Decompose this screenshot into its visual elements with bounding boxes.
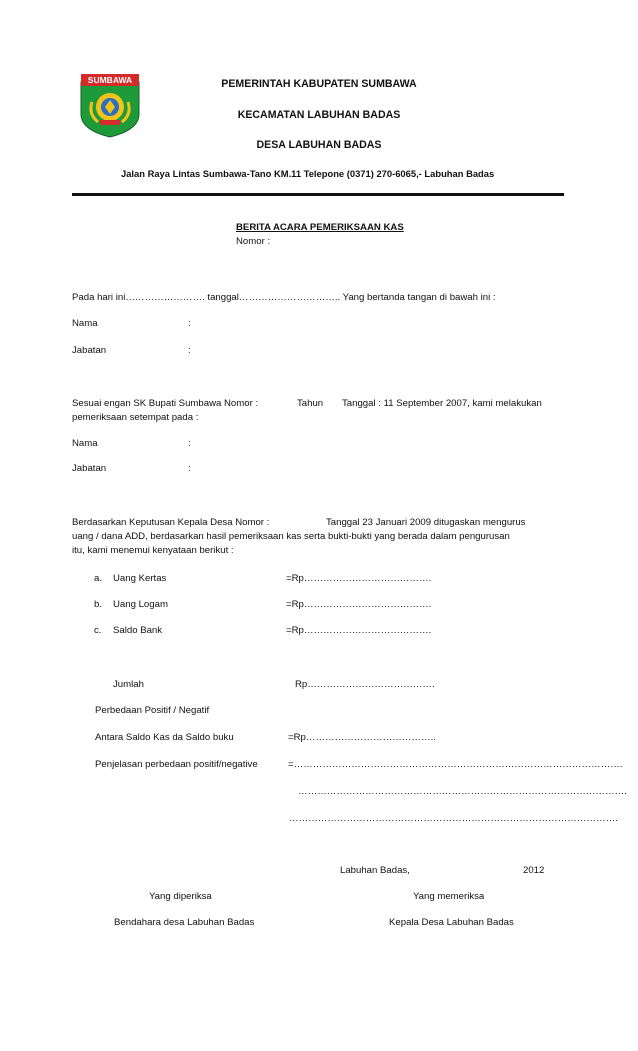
signature-left-title: Bendahara desa Labuhan Badas — [114, 917, 255, 928]
difference-balance-label: Antara Saldo Kas da Saldo buku — [95, 732, 234, 743]
item-label: Saldo Bank — [113, 625, 163, 636]
item-value: =Rp…………………………………. — [286, 573, 432, 584]
difference-explanation-label: Penjelasan perbedaan positif/negative — [95, 759, 258, 770]
party2-position-label: Jabatan — [72, 463, 107, 474]
party1-position-colon: : — [188, 345, 191, 356]
item-label: Uang Logam — [113, 599, 168, 610]
header-divider — [72, 193, 564, 196]
logo-text: SUMBAWA — [87, 75, 133, 85]
item-label: Uang Kertas — [113, 573, 167, 584]
sk-line2: pemeriksaan setempat pada : — [72, 412, 199, 423]
difference-explanation-line3: …………………………………………………………………………………………. — [289, 813, 618, 824]
item-marker: b. — [94, 599, 103, 610]
sk-line1-c: Tanggal : 11 September 2007, kami melakukan — [342, 398, 542, 409]
decree-line1-b: Tanggal 23 Januari 2009 ditugaskan mengurus — [326, 517, 526, 528]
item-marker: a. — [94, 573, 103, 584]
signature-right-title: Kepala Desa Labuhan Badas — [389, 917, 514, 928]
header-village: DESA LABUHAN BADAS — [256, 139, 382, 151]
difference-explanation-line1: =…………………………………………………………………………………………. — [288, 759, 623, 770]
difference-explanation-line2: …………………………………………………………………………………………. — [298, 786, 627, 797]
total-value: Rp…………………………………. — [295, 679, 435, 690]
party1-name-colon: : — [188, 318, 191, 329]
difference-balance-value: =Rp………………………………….. — [288, 732, 436, 743]
intro-line: Pada hari ini……………………. tanggal………………………….. Yang bertanda tangan di bawah ini : — [72, 292, 496, 303]
decree-line3: itu, kami menemui kenyataan berikut : — [72, 545, 234, 556]
signature-left-role: Yang diperiksa — [149, 891, 212, 902]
signature-place: Labuhan Badas, — [340, 865, 410, 876]
total-label: Jumlah — [113, 679, 144, 690]
signature-right-role: Yang memeriksa — [413, 891, 485, 902]
item-value: =Rp…………………………………. — [286, 599, 432, 610]
header-government: PEMERINTAH KABUPATEN SUMBAWA — [221, 78, 417, 90]
party1-position-label: Jabatan — [72, 345, 107, 356]
item-marker: c. — [94, 625, 102, 636]
header-district: KECAMATAN LABUHAN BADAS — [237, 109, 401, 121]
difference-heading: Perbedaan Positif / Negatif — [95, 705, 210, 716]
signature-year: 2012 — [523, 865, 545, 876]
party2-position-colon: : — [188, 463, 191, 474]
party2-name-label: Nama — [72, 438, 98, 449]
party1-name-label: Nama — [72, 318, 98, 329]
decree-line2: uang / dana ADD, berdasarkan hasil pemeriksaan kas serta bukti-bukti yang berada dalam pengurusan — [72, 531, 510, 542]
decree-line1-a: Berdasarkan Keputusan Kepala Desa Nomor : — [72, 517, 270, 528]
document-title: BERITA ACARA PEMERIKSAAN KAS — [236, 222, 404, 233]
document-number: Nomor : — [236, 236, 271, 247]
header-address: Jalan Raya Lintas Sumbawa-Tano KM.11 Telepone (0371) 270-6065,- Labuhan Badas — [121, 168, 495, 179]
party2-name-colon: : — [188, 438, 191, 449]
sk-line1-a: Sesuai engan SK Bupati Sumbawa Nomor : — [72, 398, 259, 409]
item-value: =Rp…………………………………. — [286, 625, 432, 636]
sk-line1-b: Tahun — [297, 398, 324, 409]
